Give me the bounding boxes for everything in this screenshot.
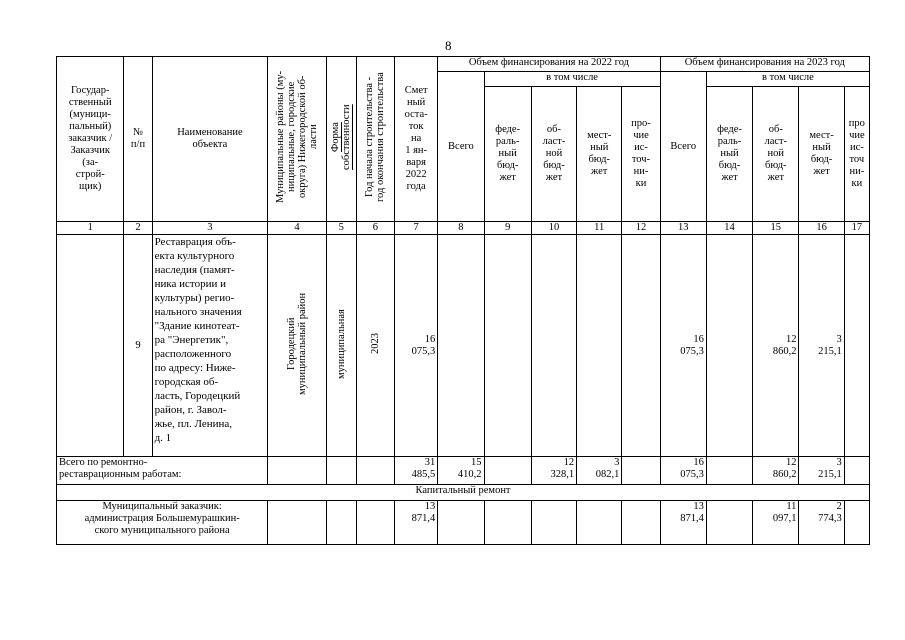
col-number: 6: [356, 222, 394, 235]
header-other-2023: про чие ис- точ ни- ки: [844, 87, 869, 222]
total-regional-2022: 12 328,1: [531, 457, 576, 485]
customer-label: Муниципальный заказчик: администрация Большемурашкин- ского муниципального района: [57, 501, 268, 545]
customer-estimate: 13 871,4: [395, 501, 438, 545]
customer-total-2023: 13 871,4: [660, 501, 706, 545]
object-local-2023: 3 215,1: [799, 235, 844, 457]
header-regional-2023: об- ласт- ной бюд- жет: [753, 87, 799, 222]
header-regional-2022: об- ласт- ной бюд- жет: [531, 87, 576, 222]
header-total-2022: Всего: [438, 72, 484, 222]
object-name: Реставрация объ- екта культурного наследия (памят- ника истории и культуры) регио- нального значения "Здание кинотеат- ра "Энергетик", расположенного по адресу: Ниже- городская об- ласть, Городецкий район, г. Завол- жье, пл. Ленина, д. 1: [152, 235, 268, 457]
header-fin-2023: Объем финансирования на 2023 год: [660, 57, 869, 72]
col-number: 5: [326, 222, 356, 235]
object-regional-2023: 12 860,2: [753, 235, 799, 457]
header-other-2022: про- чие ис- точ- ни- ки: [622, 87, 660, 222]
col-number: 13: [660, 222, 706, 235]
header-local-2022: мест- ный бюд- жет: [577, 87, 622, 222]
header-estimate: Смет ный оста- ток на 1 ян- варя 2022 года: [395, 57, 438, 222]
object-row: [57, 235, 870, 457]
col-number: 2: [124, 222, 152, 235]
header-incl-2023: в том числе: [706, 72, 869, 87]
col-number: 16: [799, 222, 844, 235]
header-federal-2022: феде- раль- ный бюд- жет: [484, 87, 531, 222]
total-estimate: 31 485,5: [395, 457, 438, 485]
col-number: 12: [622, 222, 660, 235]
header-federal-2023: феде- раль- ный бюд- жет: [706, 87, 752, 222]
header-total-2023: Всего: [660, 72, 706, 222]
header-customer: Государ- ственный (муници- пальный) заказчик / Заказчик (за- строй- щик): [57, 57, 124, 222]
header-incl-2022: в том числе: [484, 72, 660, 87]
object-total-2023: 16 075,3: [660, 235, 706, 457]
financing-table: [56, 56, 870, 545]
col-number: 8: [438, 222, 484, 235]
customer-regional-2023: 11 097,1: [753, 501, 799, 545]
customer-local-2023: 2 774,3: [799, 501, 844, 545]
header-years: Год начала строительства - год окончания строительства: [356, 57, 394, 222]
total-row: [57, 457, 870, 485]
header-ownership: Форма собственности: [326, 57, 356, 222]
object-estimate: 16 075,3: [395, 235, 438, 457]
header-districts: Муниципальные районы (му- ниципальные, городские округа) Нижегородской об- ласти: [268, 57, 326, 222]
header-object-name: Наименование объекта: [152, 57, 268, 222]
section-row: [57, 485, 870, 501]
col-number: 1: [57, 222, 124, 235]
total-local-2022: 3 082,1: [577, 457, 622, 485]
col-number: 9: [484, 222, 531, 235]
col-number: 15: [753, 222, 799, 235]
total-2022: 15 410,2: [438, 457, 484, 485]
section-title: Капитальный ремонт: [57, 485, 870, 501]
header-num: № п/п: [124, 57, 152, 222]
customer-row: [57, 501, 870, 545]
total-2023: 16 075,3: [660, 457, 706, 485]
total-regional-2023: 12 860,2: [753, 457, 799, 485]
object-num: 9: [124, 235, 152, 457]
col-number: 17: [844, 222, 869, 235]
object-years: 2023: [356, 235, 394, 457]
header-fin-2022: Объем финансирования на 2022 год: [438, 57, 660, 72]
header-local-2023: мест- ный бюд- жет: [799, 87, 844, 222]
total-local-2023: 3 215,1: [799, 457, 844, 485]
col-number: 14: [706, 222, 752, 235]
total-label: Всего по ремонтно- реставрационным работам:: [57, 457, 268, 485]
col-number: 4: [268, 222, 326, 235]
col-number: 10: [531, 222, 576, 235]
object-district: Городецкий муниципальный район: [268, 235, 326, 457]
col-number: 7: [395, 222, 438, 235]
object-ownership: муниципальная: [326, 235, 356, 457]
col-number: 11: [577, 222, 622, 235]
col-number: 3: [152, 222, 268, 235]
page-number: 8: [445, 38, 452, 53]
column-numbers-row: [57, 222, 870, 235]
